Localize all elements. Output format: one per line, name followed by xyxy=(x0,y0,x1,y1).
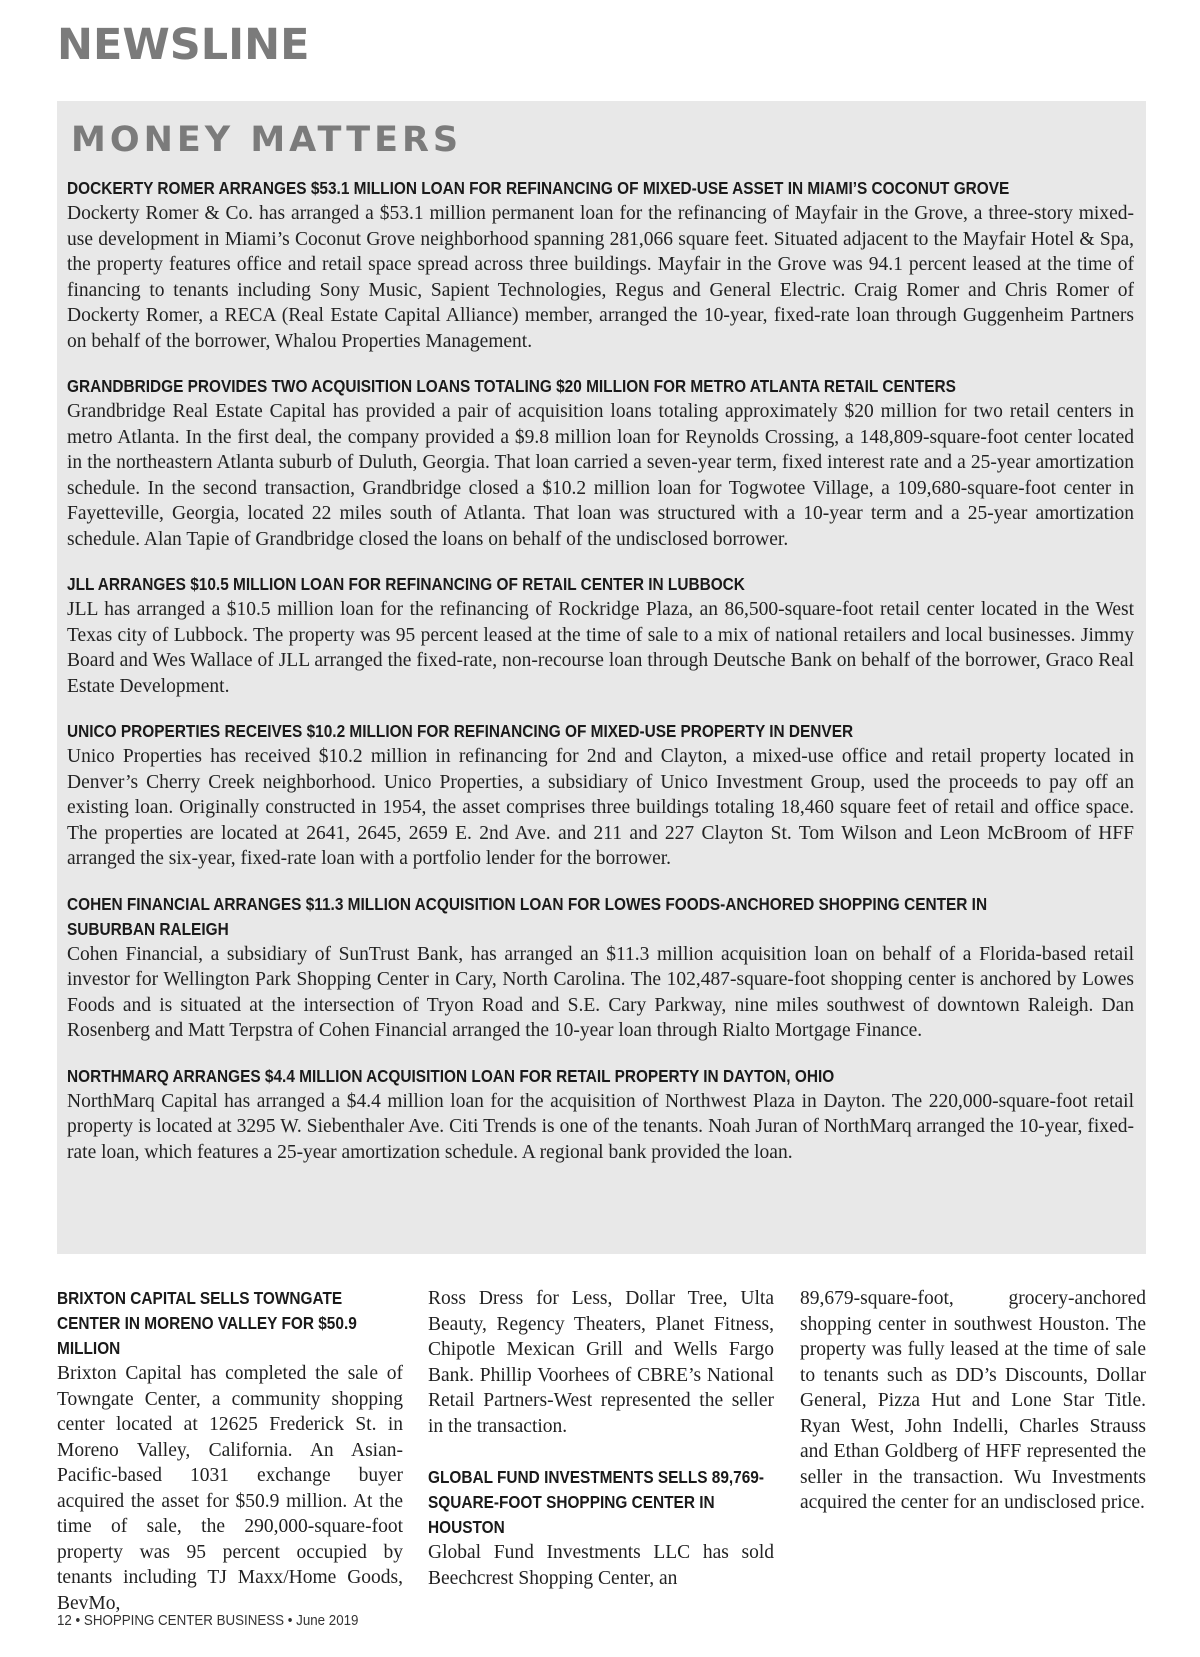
article xyxy=(67,892,1134,1044)
article-headline: GRANDBRIDGE PROVIDES TWO ACQUISITION LOANS TOTALING $20 MILLION FOR METRO ATLANTA RETAIL CENTERS xyxy=(67,376,956,396)
section-title: MONEY MATTERS xyxy=(71,120,463,160)
column-3 xyxy=(800,1286,1146,1542)
page-footer: 12 • SHOPPING CENTER BUSINESS • June 2019 xyxy=(57,1613,359,1629)
article-headline: BRIXTON CAPITAL SELLS TOWNGATE CENTER IN MORENO VALLEY FOR $50.9 MILLION xyxy=(57,1288,357,1358)
article-body: Unico Properties has received $10.2 million in refinancing for 2nd and Clayton, a mixed-use office and retail property located in Denver’s Cherry Creek neighborhood. Unico Properties, a subsidiary of Unico Investment Group, used the proceeds to pay off an existing loan. Originally constructed in 1954, the asset comprises three buildings totaling 18,460 square feet of retail and office space. The properties are located at 2641, 2645, 2659 E. 2nd Ave. and 211 and 227 Clayton St. Tom Wilson and Leon McBroom of HFF arranged the six-year, fixed-rate loan with a portfolio lender for the borrower. xyxy=(67,746,1134,869)
article-body: 89,679-square-foot, grocery-anchored shopping center in southwest Houston. The property was fully leased at the time of sale to tenants such as DD’s Discounts, Dollar General, Pizza Hut and Lone Star Title. Ryan West, John Indelli, Charles Strauss and Ethan Goldberg of HFF represented the seller in the transaction. Wu Investments acquired the center for an undisclosed price. xyxy=(800,1288,1146,1513)
column-1 xyxy=(57,1286,403,1642)
article-body: Brixton Capital has completed the sale of Towngate Center, a community shopping center located at 12625 Frederick St. in Moreno Valley, California. An Asian-Pacific-based 1031 exchange buyer acquired the asset for $50.9 million. At the time of sale, the 290,000-square-foot property was 95 percent occupied by tenants including TJ Maxx/Home Goods, BevMo, xyxy=(57,1363,403,1614)
article-headline: UNICO PROPERTIES RECEIVES $10.2 MILLION FOR REFINANCING OF MIXED-USE PROPERTY IN DENVER xyxy=(67,721,854,741)
column-2 xyxy=(428,1286,774,1617)
page-label: NEWSLINE xyxy=(57,20,310,70)
article-headline: COHEN FINANCIAL ARRANGES $11.3 MILLION ACQUISITION LOAN FOR LOWES FOODS-ANCHORED SHOPPING CENTER IN SUBURBAN RALEIGH xyxy=(67,893,988,939)
article-continued xyxy=(800,1286,1146,1516)
article xyxy=(67,572,1134,699)
article-body: JLL has arranged a $10.5 million loan for the refinancing of Rockridge Plaza, an 86,500-square-foot retail center located in the West Texas city of Lubbock. The property was 95 percent leased at the time of sale to a mix of national retailers and local businesses. Jimmy Board and Wes Wallace of JLL arranged the fixed-rate, non-recourse loan through Deutsche Bank on behalf of the borrower, Graco Real Estate Development. xyxy=(67,599,1134,697)
article-body: NorthMarq Capital has arranged a $4.4 million loan for the acquisition of Northwest Plaza in Dayton. The 220,000-square-foot retail property is located at 3295 W. Siebenthaler Ave. Citi Trends is one of the tenants. Noah Juran of NorthMarq arranged the 10-year, fixed-rate loan, which features a 25-year amortization schedule. A regional bank provided the loan. xyxy=(67,1090,1134,1163)
article xyxy=(428,1465,774,1591)
article-continued xyxy=(428,1286,774,1439)
article-headline: DOCKERTY ROMER ARRANGES $53.1 MILLION LOAN FOR REFINANCING OF MIXED-USE ASSET IN MIAMI’S COCONUT GROVE xyxy=(67,178,1010,198)
article-headline: GLOBAL FUND INVESTMENTS SELLS 89,769-SQUARE-FOOT SHOPPING CENTER IN HOUSTON xyxy=(428,1467,765,1537)
article xyxy=(67,719,1134,872)
article xyxy=(67,176,1134,354)
bottom-columns xyxy=(57,1286,1146,1614)
article xyxy=(67,1064,1134,1166)
article-body: Ross Dress for Less, Dollar Tree, Ulta Beauty, Regency Theaters, Planet Fitness, Chipotle Mexican Grill and Wells Fargo Bank. Phillip Voorhees of CBRE’s National Retail Partners-West represented the seller in the transaction. xyxy=(428,1288,774,1437)
article-headline: NORTHMARQ ARRANGES $4.4 MILLION ACQUISITION LOAN FOR RETAIL PROPERTY IN DAYTON, OHIO xyxy=(67,1065,835,1086)
article xyxy=(57,1286,403,1616)
article-body: Cohen Financial, a subsidiary of SunTrust Bank, has arranged an $11.3 million acquisition loan on behalf of a Florida-based retail investor for Wellington Park Shopping Center in Cary, North Carolina. The 102,487-square-foot shopping center is anchored by Lowes Foods and is situated at the intersection of Tryon Road and S.E. Cary Parkway, nine miles southwest of downtown Raleigh. Dan Rosenberg and Matt Terpstra of Cohen Financial arranged the 10-year loan through Rialto Mortgage Finance. xyxy=(67,943,1134,1041)
article-headline: JLL ARRANGES $10.5 MILLION LOAN FOR REFINANCING OF RETAIL CENTER IN LUBBOCK xyxy=(67,574,745,594)
article xyxy=(67,374,1134,552)
money-matters-panel xyxy=(57,101,1146,1254)
article-body: Grandbridge Real Estate Capital has provided a pair of acquisition loans totaling approximately $20 million for two retail centers in metro Atlanta. In the first deal, the company provided a $9.8 million loan for Reynolds Crossing, a 148,809-square-foot center located in the northeastern Atlanta suburb of Duluth, Georgia. That loan carried a seven-year term, fixed interest rate and a 25-year amortization schedule. In the second transaction, Grandbridge closed a $10.2 million loan for Togwotee Village, a 109,680-square-foot center in Fayetteville, Georgia, located 22 miles south of Atlanta. That loan was structured with a 10-year term and a 25-year amortization schedule. Alan Tapie of Grandbridge closed the loans on behalf of the undisclosed borrower. xyxy=(67,401,1134,550)
article-body: Dockerty Romer & Co. has arranged a $53.1 million permanent loan for the refinancing of Mayfair in the Grove, a three-story mixed-use development in Miami’s Coconut Grove neighborhood spanning 281,066 square feet. Situated adjacent to the Mayfair Hotel & Spa, the property features office and retail space spread across three buildings. Mayfair in the Grove was 94.1 percent leased at the time of financing to tenants including Sony Music, Sapient Technologies, Regus and General Electric. Craig Romer and Chris Romer of Dockerty Romer, a RECA (Real Estate Capital Alliance) member, arranged the 10-year, fixed-rate loan through Guggenheim Partners on behalf of the borrower, Whalou Properties Management. xyxy=(67,203,1134,352)
article-body: Global Fund Investments LLC has sold Beechcrest Shopping Center, an xyxy=(428,1542,774,1589)
